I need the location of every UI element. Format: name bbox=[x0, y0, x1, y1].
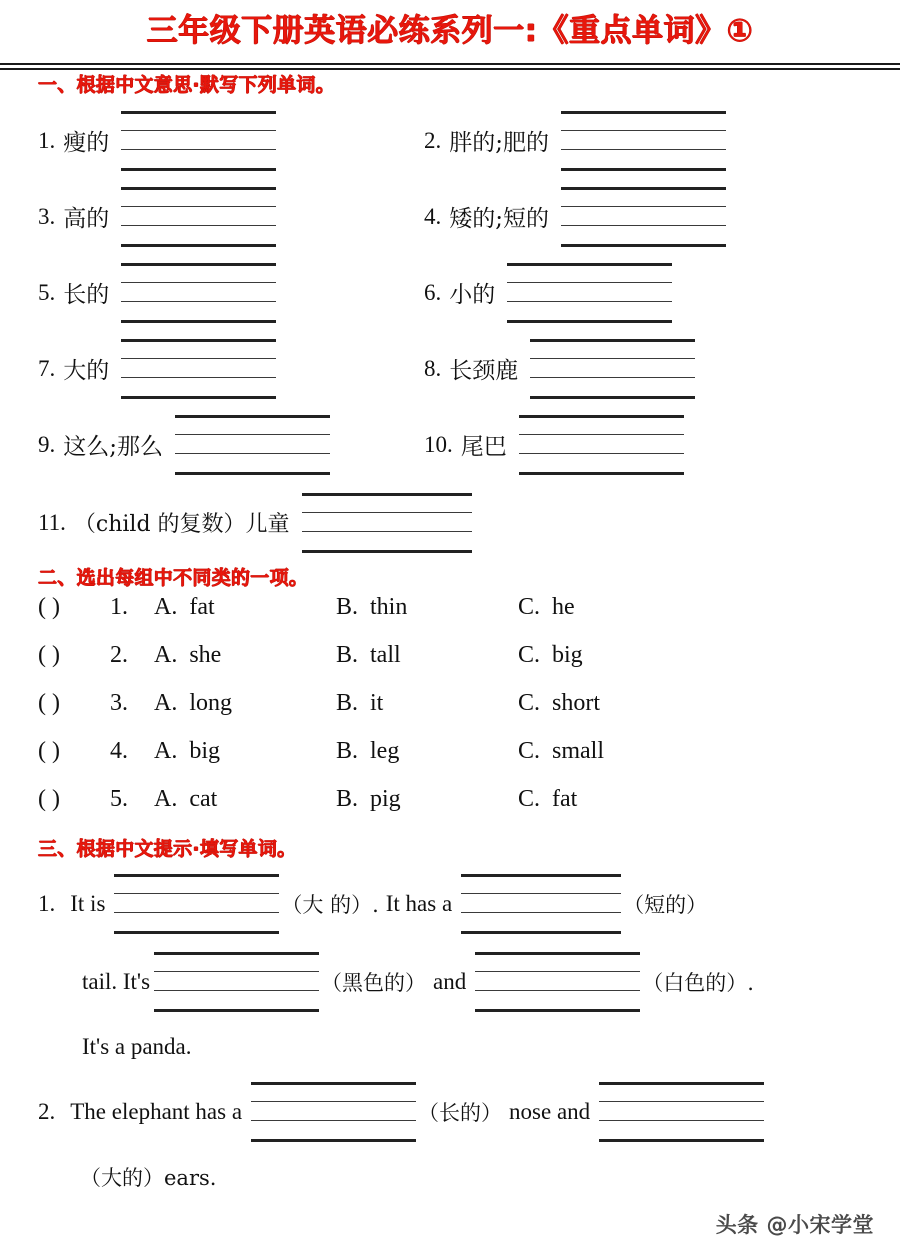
chinese-hint: （白色的）. bbox=[642, 970, 754, 995]
answer-parenthesis[interactable]: ( ) bbox=[38, 689, 60, 716]
section-1-heading: 一、根据中文意思·默写下列单词。 bbox=[38, 73, 336, 96]
writing-lines-blank[interactable] bbox=[461, 874, 621, 934]
chinese-hint: （短的） bbox=[623, 892, 708, 917]
option-word: thin bbox=[370, 593, 408, 620]
item-prompt: 小的 bbox=[449, 282, 496, 309]
option-letter: A. bbox=[154, 737, 178, 764]
section-2-heading: 二、选出每组中不同类的一项。 bbox=[38, 566, 309, 589]
question-number: 1. bbox=[110, 593, 128, 620]
exercise-item-1 bbox=[0, 111, 404, 171]
option-word: big bbox=[189, 737, 221, 764]
exercise-row bbox=[0, 103, 900, 179]
exercise-row bbox=[0, 407, 900, 483]
option-b[interactable] bbox=[336, 642, 518, 669]
item-number: 6. bbox=[424, 279, 442, 305]
chinese-hint: （黑色的） bbox=[321, 970, 427, 995]
answer-parenthesis[interactable]: ( ) bbox=[38, 641, 60, 668]
exercise-item-4 bbox=[404, 187, 900, 247]
item-number: 1. bbox=[38, 127, 56, 153]
option-word: small bbox=[552, 737, 605, 764]
option-word: long bbox=[189, 689, 233, 716]
section-3-body bbox=[0, 865, 900, 1203]
exercise-item-9 bbox=[0, 415, 404, 475]
option-a[interactable] bbox=[154, 690, 336, 717]
page-title: 三年级下册英语必练系列一:《重点单词》① bbox=[146, 13, 754, 49]
fill-question-1-line-1 bbox=[0, 865, 900, 943]
option-word: leg bbox=[370, 737, 400, 764]
option-letter: A. bbox=[154, 785, 178, 812]
title-bar bbox=[0, 0, 900, 51]
item-number: 3. bbox=[38, 203, 56, 229]
item-number: 8. bbox=[424, 355, 442, 381]
option-b[interactable] bbox=[336, 786, 518, 813]
item-number: 7. bbox=[38, 355, 56, 381]
option-letter: C. bbox=[518, 641, 541, 668]
sentence-text: nose and bbox=[509, 1098, 591, 1124]
option-c[interactable] bbox=[518, 786, 700, 813]
sentence-text: It has a bbox=[385, 890, 453, 916]
answer-parenthesis[interactable]: ( ) bbox=[38, 737, 60, 764]
item-prompt: 高的 bbox=[63, 206, 110, 233]
multiple-choice-row bbox=[0, 738, 900, 786]
item-prompt: 这么;那么 bbox=[63, 434, 163, 461]
option-letter: A. bbox=[154, 689, 178, 716]
option-letter: B. bbox=[336, 593, 359, 620]
multiple-choice-row bbox=[0, 786, 900, 834]
option-word: pig bbox=[370, 785, 401, 812]
writing-lines-blank[interactable] bbox=[302, 493, 472, 553]
sentence-text: tail. It's bbox=[82, 968, 151, 994]
multiple-choice-row bbox=[0, 642, 900, 690]
exercise-row bbox=[0, 255, 900, 331]
option-word: fat bbox=[189, 593, 215, 620]
writing-lines-blank[interactable] bbox=[121, 339, 276, 399]
writing-lines-blank[interactable] bbox=[599, 1082, 764, 1142]
item-number: 2. bbox=[38, 1098, 56, 1124]
writing-lines-blank[interactable] bbox=[507, 263, 672, 323]
option-letter: C. bbox=[518, 689, 541, 716]
watermark: 头条 @小宋学堂 bbox=[715, 1213, 874, 1237]
fill-question-1-line-3 bbox=[0, 1021, 900, 1073]
option-word: short bbox=[552, 689, 601, 716]
chinese-hint: （长的） bbox=[418, 1100, 503, 1125]
option-letter: C. bbox=[518, 785, 541, 812]
item-prompt: 胖的;肥的 bbox=[449, 130, 549, 157]
item-prompt: 瘦的 bbox=[63, 130, 110, 157]
writing-lines-blank[interactable] bbox=[561, 111, 726, 171]
option-letter: B. bbox=[336, 785, 359, 812]
item-prompt: 尾巴 bbox=[460, 434, 507, 461]
option-a[interactable] bbox=[154, 594, 336, 621]
writing-lines-blank[interactable] bbox=[121, 263, 276, 323]
exercise-item-8 bbox=[404, 339, 900, 399]
option-a[interactable] bbox=[154, 738, 336, 765]
option-letter: C. bbox=[518, 593, 541, 620]
option-c[interactable] bbox=[518, 738, 700, 765]
writing-lines-blank[interactable] bbox=[121, 111, 276, 171]
item-prompt: 长的 bbox=[63, 282, 110, 309]
writing-lines-blank[interactable] bbox=[251, 1082, 416, 1142]
option-letter: B. bbox=[336, 689, 359, 716]
option-letter: B. bbox=[336, 641, 359, 668]
option-a[interactable] bbox=[154, 786, 336, 813]
section-1-body bbox=[0, 103, 900, 563]
question-number: 2. bbox=[110, 641, 128, 668]
question-number: 3. bbox=[110, 689, 128, 716]
option-c[interactable] bbox=[518, 690, 700, 717]
option-word: cat bbox=[189, 785, 218, 812]
exercise-row bbox=[0, 179, 900, 255]
option-b[interactable] bbox=[336, 594, 518, 621]
item-prompt: 矮的;短的 bbox=[449, 206, 549, 233]
answer-parenthesis[interactable]: ( ) bbox=[38, 593, 60, 620]
title-divider bbox=[0, 63, 900, 70]
sentence-text: The elephant has a bbox=[70, 1098, 243, 1124]
chinese-hint: （大 的）. bbox=[281, 892, 379, 917]
item-number: 9. bbox=[38, 431, 56, 457]
sentence-text: It's a panda. bbox=[82, 1033, 192, 1059]
writing-lines-blank[interactable] bbox=[175, 415, 330, 475]
option-word: fat bbox=[552, 785, 578, 812]
option-b[interactable] bbox=[336, 690, 518, 717]
exercise-item-10 bbox=[404, 415, 900, 475]
exercise-item-5 bbox=[0, 263, 404, 323]
writing-lines-blank[interactable] bbox=[530, 339, 695, 399]
fill-question-2-line-2 bbox=[0, 1151, 900, 1203]
exercise-item-2 bbox=[404, 111, 900, 171]
sentence-text: （大的）ears. bbox=[80, 1165, 217, 1190]
writing-lines-blank[interactable] bbox=[519, 415, 684, 475]
answer-parenthesis[interactable]: ( ) bbox=[38, 785, 60, 812]
sentence-text: and bbox=[433, 968, 467, 994]
exercise-item-7 bbox=[0, 339, 404, 399]
option-letter: A. bbox=[154, 641, 178, 668]
item-number: 4. bbox=[424, 203, 442, 229]
exercise-row bbox=[0, 331, 900, 407]
option-word: big bbox=[552, 641, 583, 668]
multiple-choice-row bbox=[0, 594, 900, 642]
item-prompt: 大的 bbox=[63, 358, 110, 385]
option-word: it bbox=[370, 689, 384, 716]
option-word: he bbox=[552, 593, 575, 620]
item-number: 1. bbox=[38, 890, 56, 916]
exercise-item-3 bbox=[0, 187, 404, 247]
writing-lines-blank[interactable] bbox=[154, 952, 319, 1012]
option-letter: A. bbox=[154, 593, 178, 620]
sentence-text: It is bbox=[70, 890, 106, 916]
section-3-heading: 三、根据中文提示·填写单词。 bbox=[38, 837, 297, 860]
writing-lines-blank[interactable] bbox=[121, 187, 276, 247]
option-letter: B. bbox=[336, 737, 359, 764]
item-number: 10. bbox=[424, 431, 453, 457]
option-word: tall bbox=[370, 641, 401, 668]
writing-lines-blank[interactable] bbox=[114, 874, 279, 934]
fill-question-1-line-2 bbox=[0, 943, 900, 1021]
option-letter: C. bbox=[518, 737, 541, 764]
writing-lines-blank[interactable] bbox=[561, 187, 726, 247]
item-number: 2. bbox=[424, 127, 442, 153]
multiple-choice-row bbox=[0, 690, 900, 738]
option-word: she bbox=[189, 641, 222, 668]
item-number: 11. bbox=[38, 509, 66, 535]
writing-lines-blank[interactable] bbox=[475, 952, 640, 1012]
item-number: 5. bbox=[38, 279, 56, 305]
section-2-body bbox=[0, 594, 900, 834]
option-c[interactable] bbox=[518, 594, 700, 621]
exercise-item-11 bbox=[0, 483, 900, 563]
exercise-item-6 bbox=[404, 263, 900, 323]
option-b[interactable] bbox=[336, 738, 518, 765]
item-prompt: 长颈鹿 bbox=[449, 358, 519, 385]
item-prompt: （child 的复数）儿童 bbox=[73, 512, 290, 538]
fill-question-2-line-1 bbox=[0, 1073, 900, 1151]
option-c[interactable] bbox=[518, 642, 700, 669]
question-number: 4. bbox=[110, 737, 128, 764]
option-a[interactable] bbox=[154, 642, 336, 669]
question-number: 5. bbox=[110, 785, 128, 812]
